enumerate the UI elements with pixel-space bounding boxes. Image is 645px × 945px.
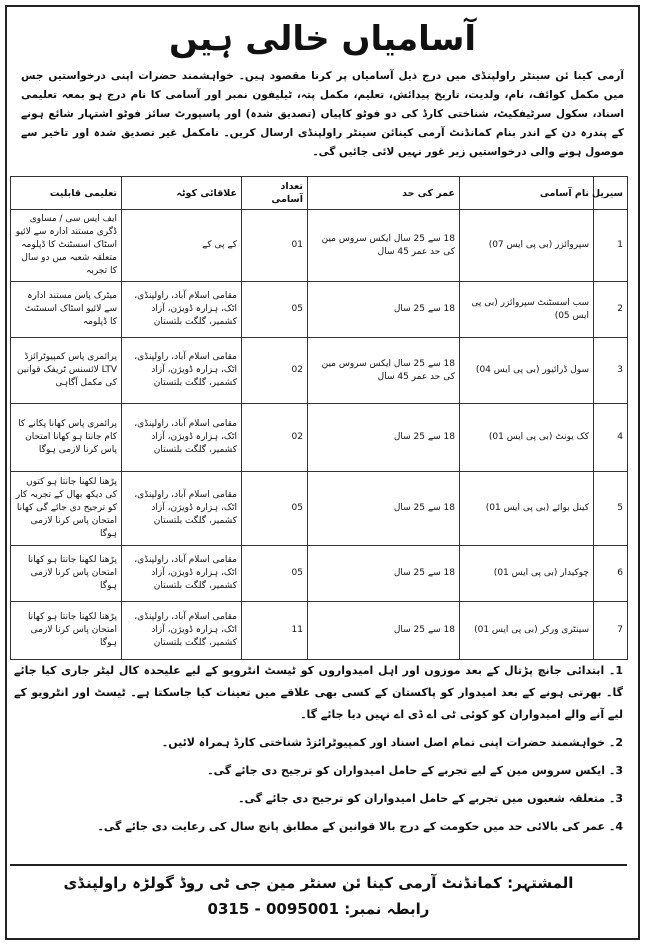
contact-line bbox=[10, 896, 627, 922]
row-region: کے پی کے bbox=[122, 210, 242, 282]
note-item: 4۔ عمر کی بالائی حد میں حکومت کے درج بالا قوانین کے مطابق پانچ سال کی رعایت دی جائے گی۔ bbox=[97, 820, 623, 833]
row-qualification: پڑھنا لکھنا جانتا ہو کتوں کی دیکھ بھال کے تجربہ کار کو ترجیح دی جائے گی کھانا امتحان پاس کرنا لازمی ہوگا bbox=[11, 472, 122, 546]
note-item: 2۔ خواہشمند حضرات اپنی تمام اصل اسناد اور کمپیوٹرائزڈ شناختی کارڈ ہمراہ لائیں۔ bbox=[161, 736, 623, 749]
note-item: 1۔ ابتدائی جانچ پڑتال کے بعد موزوں اور اہل امیدواروں کو ٹیسٹ انٹرویو کے لیے علیحدہ کال لیٹر جاری کیا جائے گا۔ بھرتی ہونے کے بعد امیدوار کو پاکستان کے کسی بھی علاقے میں تعینات کیا جاسکتا ہے۔ ٹیسٹ اور انٹرویو کے لیے آنے والے امیدواران کو کوئی ٹی اے ڈی اے نہیں دیا جائے گا۔ bbox=[14, 664, 623, 721]
row-qualification: پرائمری پاس کمپیوٹرائزڈ LTV لائسنس ٹریفک قوانین کی مکمل آگاہی bbox=[11, 338, 122, 404]
table-row bbox=[11, 546, 628, 602]
row-region: مقامی اسلام آباد، راولپنڈی، اٹک، ہزارہ ڈویژن، آزاد کشمیر، گلگت بلتستان bbox=[122, 404, 242, 472]
note-item: 3۔ ایکس سروس مین کے لیے تجربے کے حامل امیدواران کو ترجیح دی جائے گی۔ bbox=[207, 764, 623, 777]
row-serial: 2 bbox=[594, 282, 628, 338]
row-count: 05 bbox=[242, 282, 308, 338]
intro-paragraph: آرمی کینا ئن سینٹر راولپنڈی میں درج ذیل آسامیاں پر کرنا مقصود ہیں۔ خواہشمند حضرات اپنی درخواستیں جس میں مکمل کوائف، نام، ولدیت، تاریخ پیدائش، تعلیم، مکمل پتہ، ٹیلیفون نمبر اور آسامی کا نام درج ہو بمعہ تعلیمی اسناد، سکول سرٹیفکیٹ، شناختی کارڈ کی دو فوٹو کاپیاں (تصدیق شدہ) اور پاسپورٹ سائز فوٹو اشتہار شائع ہونے کے پندرہ دن کے اندر بنام کمانڈنٹ آرمی کینائن سینٹر راولپنڈی ارسال کریں۔ نامکمل غیر تصدیق شدہ اور تاخیر سے موصول ہونے والی درخواستیں زیر غور نہیں لائی جائیں گی۔ bbox=[21, 70, 624, 158]
header-age: عمر کی حد bbox=[308, 177, 460, 210]
row-region: مقامی اسلام آباد، راولپنڈی، اٹک، ہزارہ ڈویژن، آزاد کشمیر، گلگت بلتستان bbox=[122, 282, 242, 338]
row-serial: 5 bbox=[594, 472, 628, 546]
row-region: مقامی اسلام آباد، راولپنڈی، اٹک، ہزارہ ڈویژن، آزاد کشمیر، گلگت بلتستان bbox=[122, 472, 242, 546]
row-post: چوکیدار (بی پی ایس 01) bbox=[460, 546, 594, 602]
row-count: 05 bbox=[242, 546, 308, 602]
table-header-row bbox=[11, 177, 628, 210]
row-serial: 4 bbox=[594, 404, 628, 472]
row-post: کینل بوائے (بی پی ایس 01) bbox=[460, 472, 594, 546]
row-count: 02 bbox=[242, 404, 308, 472]
row-region: مقامی اسلام آباد، راولپنڈی، اٹک، ہزارہ ڈویژن، آزاد کشمیر، گلگت بلتستان bbox=[122, 602, 242, 660]
contact-label: رابطہ نمبر: bbox=[344, 900, 430, 918]
vacancy-table bbox=[10, 176, 628, 660]
row-serial: 1 bbox=[594, 210, 628, 282]
row-age: 18 سے 25 سال ایکس سروس مین کی حد عمر 45 سال bbox=[308, 210, 460, 282]
contact-number: 0315 - 0095001 bbox=[207, 900, 340, 918]
page-title: آسامیاں خالی ہیں bbox=[168, 19, 477, 59]
row-age: 18 سے 25 سال bbox=[308, 546, 460, 602]
row-count: 01 bbox=[242, 210, 308, 282]
row-qualification: میٹرک پاس مستند ادارہ سے لائیو اسٹاک اسسٹنٹ کا ڈپلومہ bbox=[11, 282, 122, 338]
row-count: 11 bbox=[242, 602, 308, 660]
row-region: مقامی اسلام آباد، راولپنڈی، اٹک، ہزارہ ڈویژن، آزاد کشمیر، گلگت بلتستان bbox=[122, 546, 242, 602]
table-row bbox=[11, 210, 628, 282]
footer-divider bbox=[10, 864, 627, 866]
row-count: 05 bbox=[242, 472, 308, 546]
header-region: علاقائی کوٹہ bbox=[122, 177, 242, 210]
header-serial: سیریل bbox=[594, 177, 628, 210]
row-post: سب اسسٹنٹ سپروائزر (بی پی ایس 05) bbox=[460, 282, 594, 338]
row-qualification: پرائمری پاس کھانا پکانے کا کام جانتا ہو کھانا امتحان پاس کرنا لازمی ہوگا bbox=[11, 404, 122, 472]
row-post: سپروائزر (بی پی ایس 07) bbox=[460, 210, 594, 282]
row-post: کک یونٹ (بی پی ایس 01) bbox=[460, 404, 594, 472]
row-post: سول ڈرائیور (بی پی ایس 04) bbox=[460, 338, 594, 404]
row-qualification: پڑھنا لکھنا جانتا ہو کھانا امتحان پاس کرنا لازمی ہوگا bbox=[11, 546, 122, 602]
row-post: سینٹری ورکر (بی پی ایس 01) bbox=[460, 602, 594, 660]
row-serial: 3 bbox=[594, 338, 628, 404]
footer bbox=[10, 870, 627, 922]
table-row bbox=[11, 602, 628, 660]
table-row bbox=[11, 338, 628, 404]
row-serial: 6 bbox=[594, 546, 628, 602]
note-item: 3۔ متعلقہ شعبوں میں تجربے کے حامل امیدواران کو ترجیح دی جائے گی۔ bbox=[238, 792, 623, 805]
header-post: نام آسامی bbox=[460, 177, 594, 210]
row-age: 18 سے 25 سال bbox=[308, 472, 460, 546]
table-row bbox=[11, 472, 628, 546]
row-serial: 7 bbox=[594, 602, 628, 660]
row-count: 02 bbox=[242, 338, 308, 404]
row-age: 18 سے 25 سال ایکس سروس مین کی حد عمر 45 سال bbox=[308, 338, 460, 404]
row-age: 18 سے 25 سال bbox=[308, 282, 460, 338]
advertiser-line: المشتہر: کمانڈنٹ آرمی کینا ئن سنٹر مین جی ٹی روڈ گولڑہ راولپنڈی bbox=[63, 874, 574, 892]
row-age: 18 سے 25 سال bbox=[308, 404, 460, 472]
notes-section bbox=[14, 660, 623, 844]
header-qualification: تعلیمی قابلیت bbox=[11, 177, 122, 210]
header-count: تعداد آسامی bbox=[242, 177, 308, 210]
table-row bbox=[11, 404, 628, 472]
row-age: 18 سے 25 سال bbox=[308, 602, 460, 660]
table-row bbox=[11, 282, 628, 338]
row-qualification: ایف ایس سی / مساوی ڈگری مستند ادارہ سے لائیو اسٹاک اسسٹنٹ کا ڈپلومہ متعلقہ شعبہ میں دو سال کا تجربہ bbox=[11, 210, 122, 282]
row-region: مقامی اسلام آباد، راولپنڈی، اٹک، ہزارہ ڈویژن، آزاد کشمیر، گلگت بلتستان bbox=[122, 338, 242, 404]
row-qualification: پڑھنا لکھنا جانتا ہو کھانا امتحان پاس کرنا لازمی ہوگا bbox=[11, 602, 122, 660]
